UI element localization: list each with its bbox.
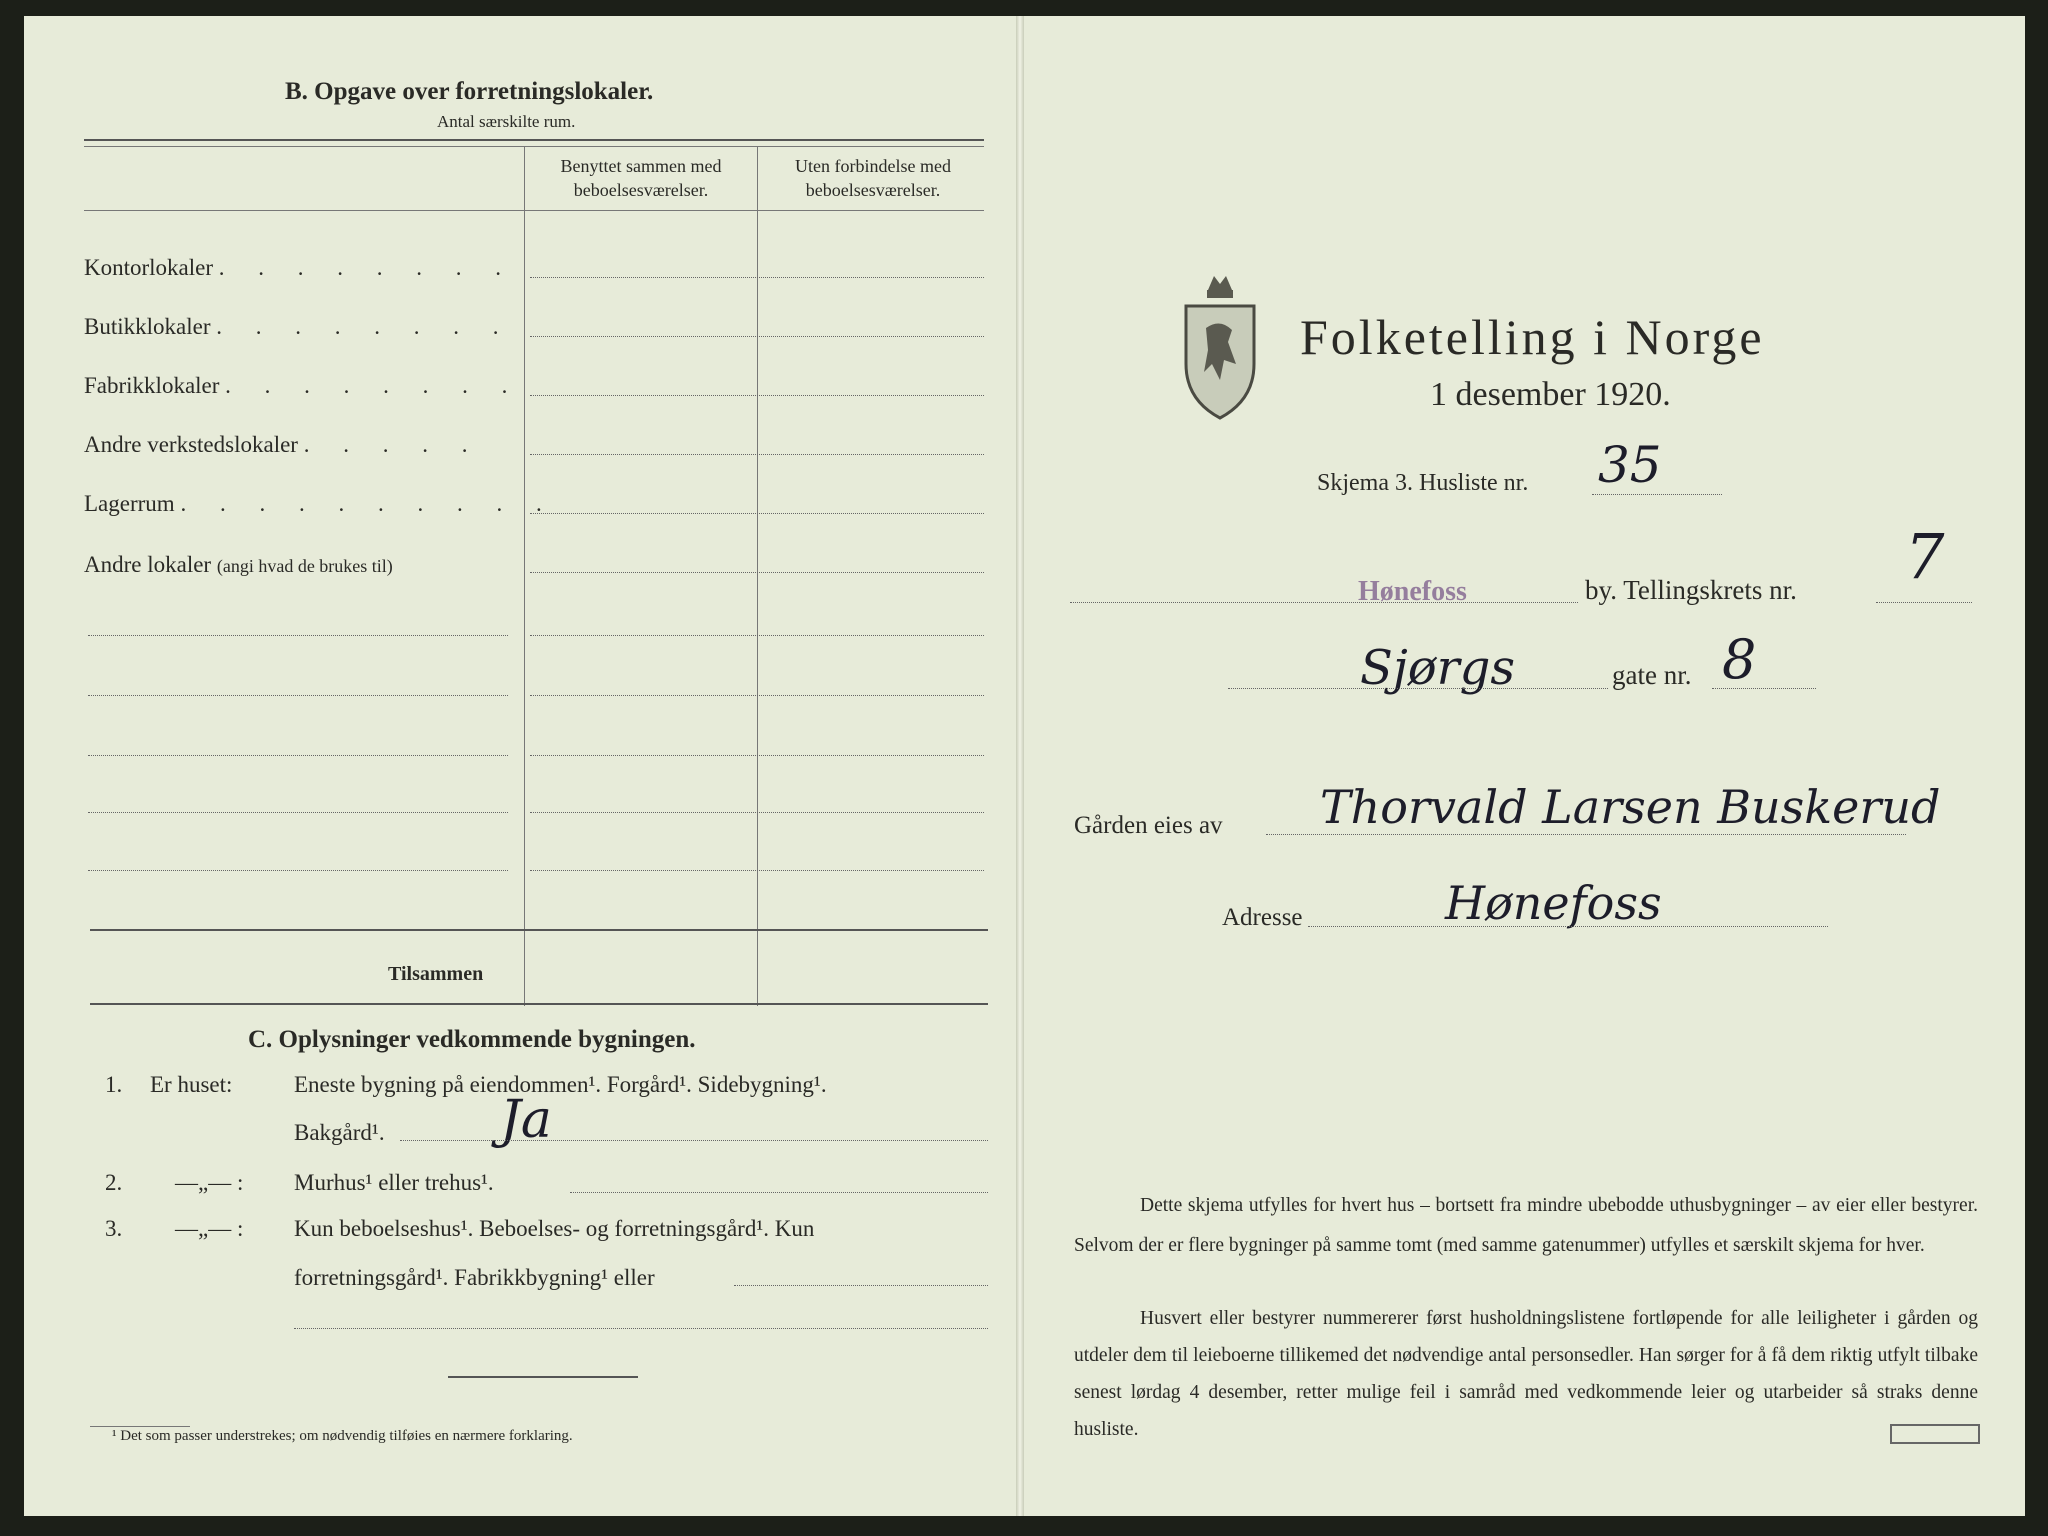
blank-cells-1 <box>530 635 984 636</box>
item3-label: —„— : <box>175 1216 244 1241</box>
address-label: Adresse <box>1222 904 1303 931</box>
item3-line-2 <box>294 1328 988 1329</box>
blank-line-1 <box>88 635 508 636</box>
item1-label: Er huset: <box>150 1072 233 1097</box>
item1-options-2: Bakgård¹. <box>294 1120 385 1145</box>
city-line <box>1070 602 1578 603</box>
gate-label: gate nr. <box>1612 660 1692 690</box>
row-andre-verkstedslokaler: Andre verkstedslokaler . . . . . <box>84 432 482 457</box>
owner-label: Gården eies av <box>1074 812 1223 839</box>
item3-options: Kun beboelseshus¹. Beboelses- og forretningsgård¹. Kun <box>294 1216 815 1241</box>
instructions-para-1: Dette skjema utfylles for hvert hus – bortsett fra mindre ubebodde uthusbygninger – av eier eller bestyrer. Selvom der er flere bygninger på samme tomt (med samme gatenummer) utfylles et særskilt skjema for hver. <box>1074 1195 1978 1256</box>
address-value: Hønefoss <box>1445 876 1662 930</box>
printer-mark <box>1890 1424 1980 1444</box>
husliste-number: 35 <box>1598 436 1662 494</box>
blank-line-2 <box>88 695 508 696</box>
street-name: Sjørgs <box>1360 640 1515 696</box>
item3-options-2: forretningsgård¹. Fabrikkbygning¹ eller <box>294 1265 655 1290</box>
row-butikklokaler: Butikklokaler . . . . . . . . <box>84 314 513 339</box>
row-rule-2 <box>530 336 984 337</box>
page-title: Folketelling i Norge <box>1300 309 1765 365</box>
item2-number: 2. <box>105 1170 123 1195</box>
owner-line <box>1266 834 1906 835</box>
row-fabrikklokaler: Fabrikklokaler . . . . . . . . <box>84 373 522 398</box>
section-b-subtitle: Antal særskilte rum. <box>437 112 576 131</box>
footnote-rule <box>90 1426 190 1427</box>
gate-line <box>1712 688 1816 689</box>
col2-header: Uten forbindelse med beboelsesværelser. <box>795 156 951 200</box>
item1-options: Eneste bygning på eiendommen¹. Forgård¹. Sidebygning¹. <box>294 1072 827 1097</box>
left-page <box>24 16 1019 1516</box>
owner-name: Thorvald Larsen Buskerud <box>1320 780 1941 834</box>
tellingskrets-number: 7 <box>1905 520 1945 593</box>
coat-of-arms-icon <box>1180 268 1260 420</box>
table-top-rule-2 <box>84 146 984 147</box>
row-rule-4 <box>530 454 984 455</box>
table-top-rule <box>84 139 984 141</box>
row-kontorlokaler: Kontorlokaler . . . . . . . . <box>84 255 516 280</box>
skjema-label: Skjema 3. Husliste nr. <box>1317 470 1529 496</box>
blank-line-4 <box>88 812 508 813</box>
blank-cells-5 <box>530 870 984 871</box>
item1-number: 1. <box>105 1072 123 1097</box>
section-c-end-rule <box>448 1376 638 1378</box>
gate-number: 8 <box>1722 628 1757 691</box>
item2-line <box>570 1192 988 1193</box>
instructions-para-2: Husvert eller bestyrer nummererer først husholdningslistene fortløpende for alle leiligheter i gården og utdeler dem til leieboerne tillikemed det nødvendige antal personsedler. Han sørger for å få dem riktig utfylt tilbake senest lørdag 4 desember, retter mulige feil i samråd med vedkommende leier og utarbeider så straks denne husliste. <box>1074 1308 1978 1440</box>
blank-cells-4 <box>530 812 984 813</box>
item3-number: 3. <box>105 1216 123 1241</box>
blank-cells-2 <box>530 695 984 696</box>
tellingskrets-line <box>1876 602 1972 603</box>
col-divider-1 <box>524 146 525 1006</box>
census-date: 1 desember 1920. <box>1430 376 1671 413</box>
total-label: Tilsammen <box>388 963 484 985</box>
item1-line <box>400 1140 988 1141</box>
footnote: ¹ Det som passer understrekes; om nødvendig tilføies en nærmere forklaring. <box>112 1428 573 1444</box>
row-lagerrum: Lagerrum . . . . . . . . . . <box>84 491 556 516</box>
row-rule-6 <box>530 572 984 573</box>
address-line <box>1308 926 1828 927</box>
item3-line <box>734 1285 988 1286</box>
total-bottom-rule <box>90 1003 988 1005</box>
blank-line-3 <box>88 755 508 756</box>
row-rule-5 <box>530 513 984 514</box>
item2-options: Murhus¹ eller trehus¹. <box>294 1170 494 1195</box>
street-line <box>1228 688 1608 689</box>
city-stamp: Hønefoss <box>1358 576 1467 607</box>
total-top-rule <box>90 929 988 931</box>
col-divider-2 <box>757 146 758 1006</box>
section-c-title: C. Oplysninger vedkommende bygningen. <box>248 1026 696 1053</box>
col1-header: Benyttet sammen med beboelsesværelser. <box>560 156 722 200</box>
page-fold <box>1016 16 1024 1516</box>
blank-cells-3 <box>530 755 984 756</box>
item1-answer: Ja <box>500 1090 552 1150</box>
row-andre-lokaler: Andre lokaler (angi hvad de brukes til) <box>84 552 393 577</box>
right-page <box>1021 16 2025 1516</box>
by-label: by. Tellingskrets nr. <box>1585 575 1797 605</box>
row-rule-3 <box>530 395 984 396</box>
header-bottom-rule <box>84 210 984 211</box>
item2-label: —„— : <box>175 1170 244 1195</box>
row-rule-1 <box>530 277 984 278</box>
husliste-line <box>1592 494 1722 495</box>
section-b-title: B. Opgave over forretningslokaler. <box>285 78 654 105</box>
blank-line-5 <box>88 870 508 871</box>
